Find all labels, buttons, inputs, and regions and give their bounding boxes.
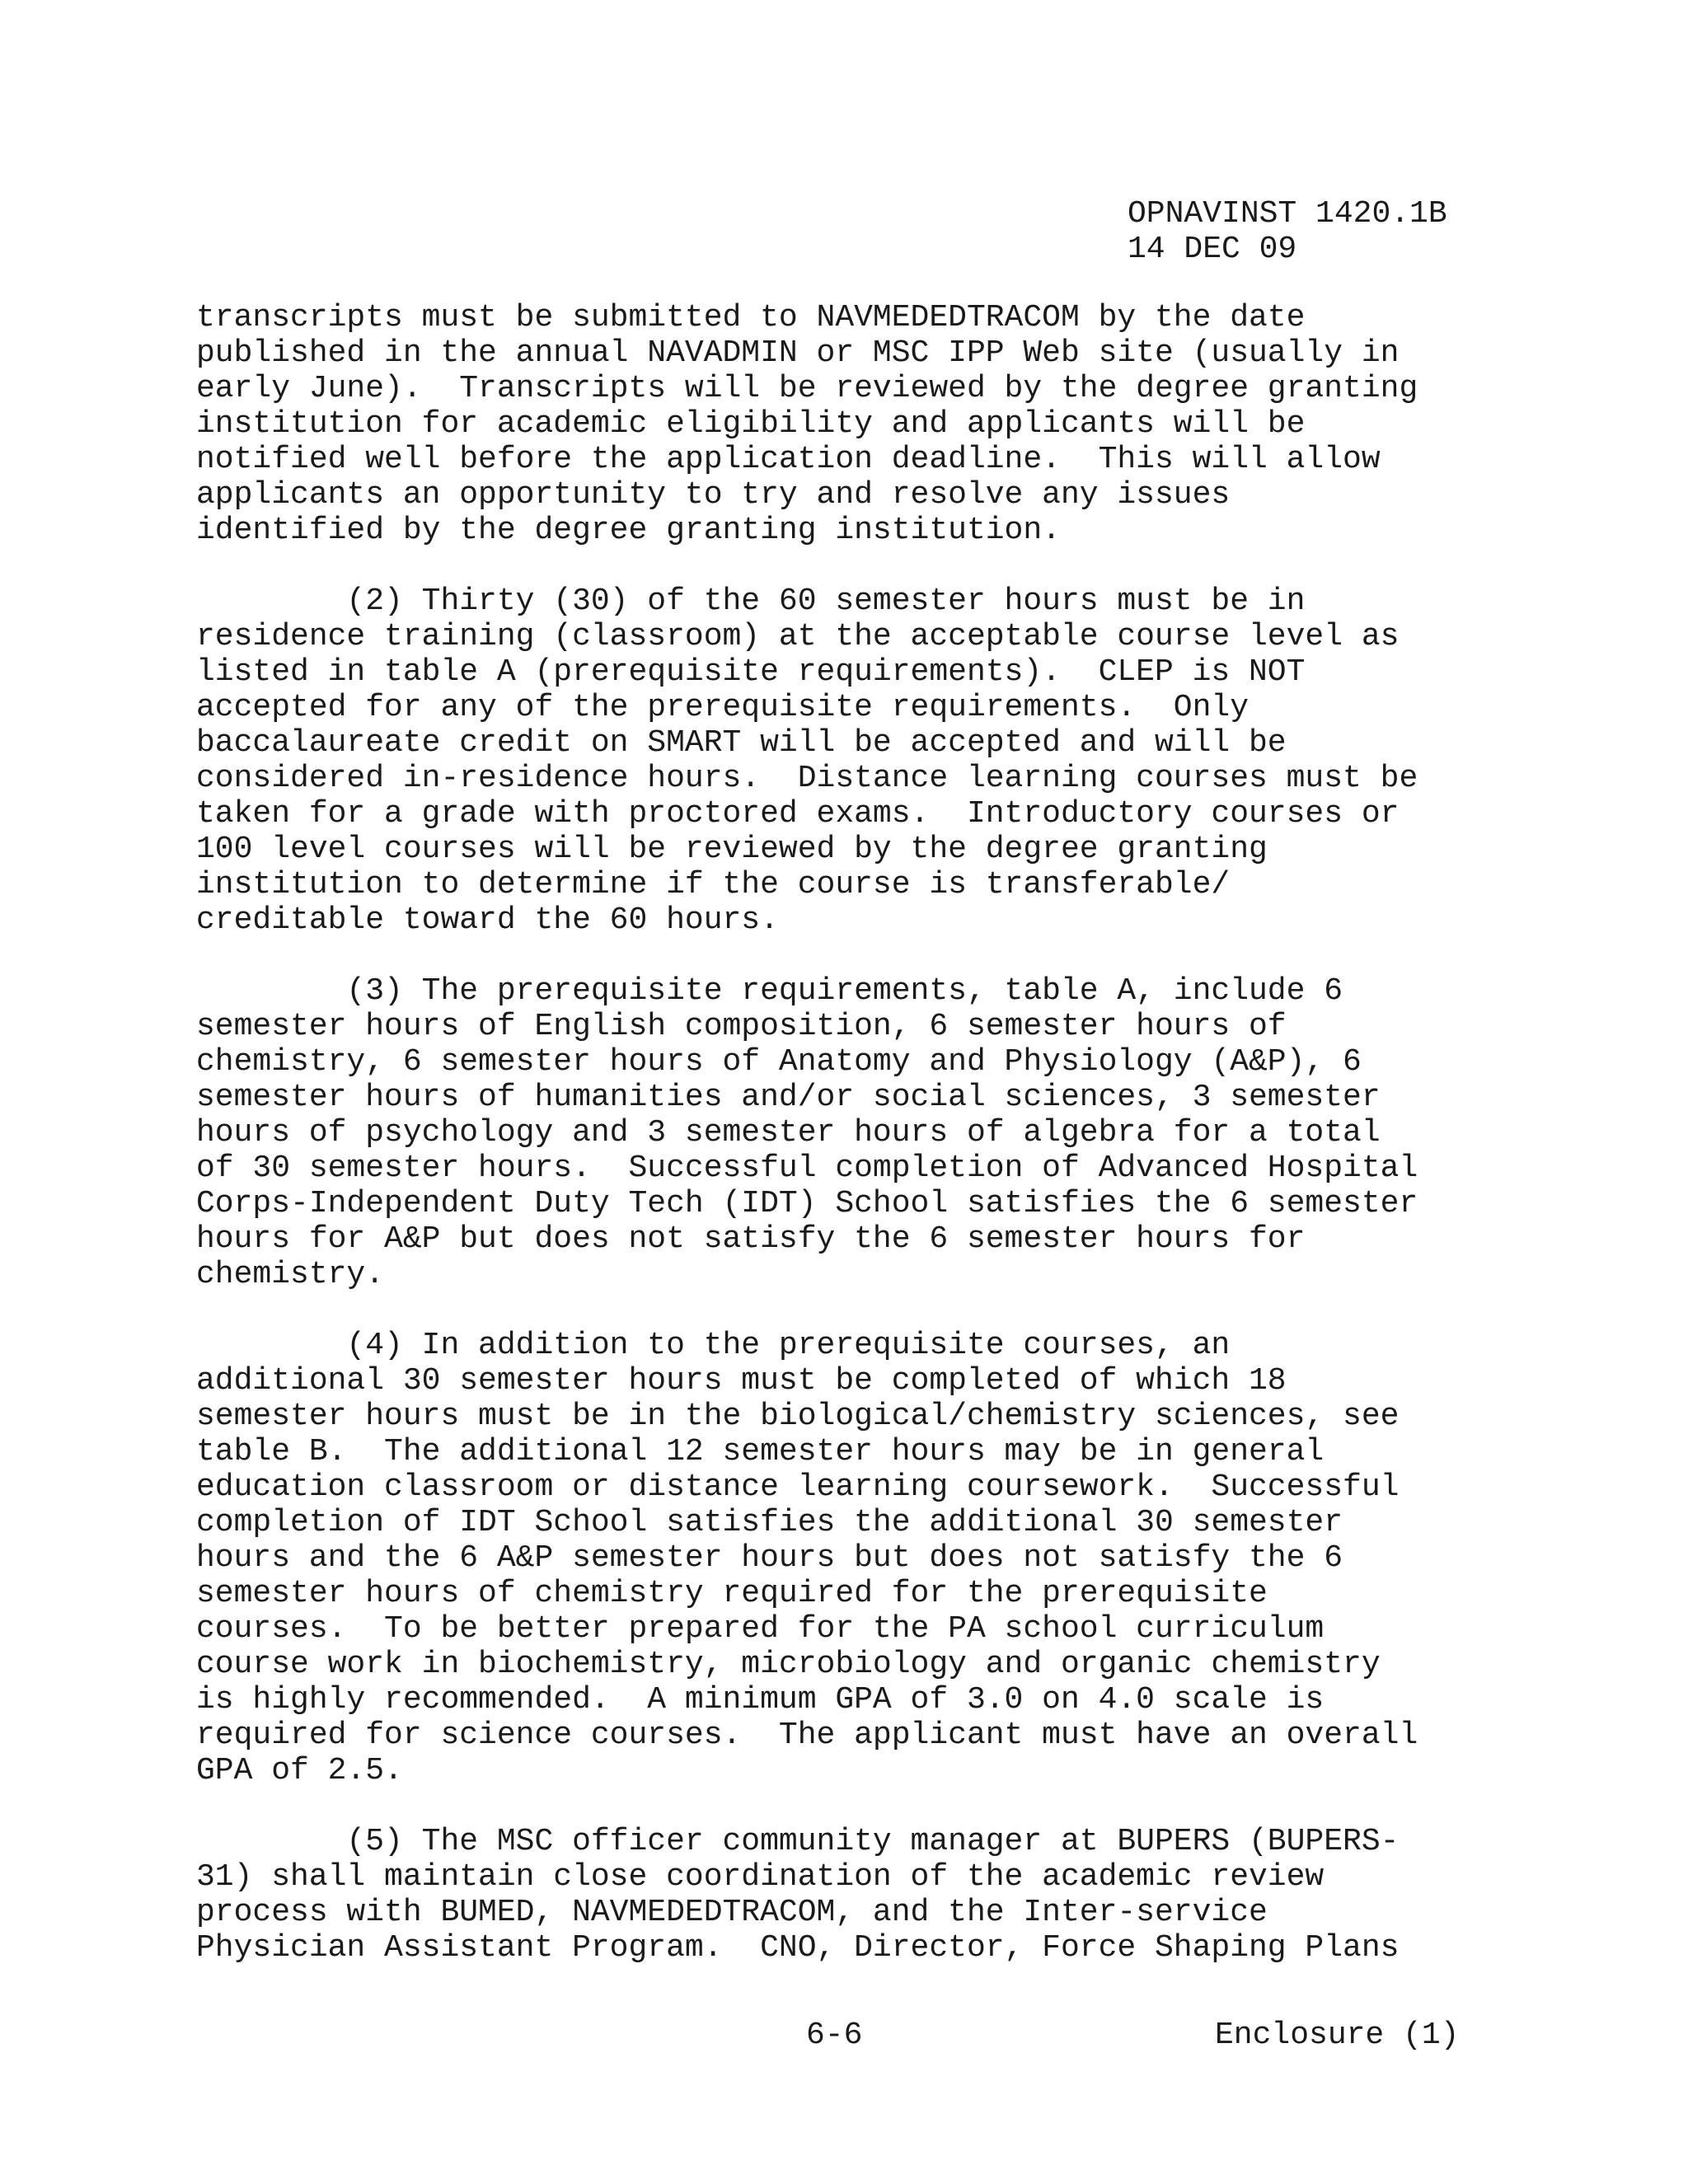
text-line: process with BUMED, NAVMEDEDTRACOM, and the Inter-service xyxy=(196,1895,1268,1930)
document-header xyxy=(1128,196,1447,267)
text-line: Corps-Independent Duty Tech (IDT) School satisfies the 6 semester xyxy=(196,1186,1418,1221)
text-line: of 30 semester hours. Successful completion of Advanced Hospital xyxy=(196,1151,1418,1186)
text-line: additional 30 semester hours must be completed of which 18 xyxy=(196,1363,1287,1399)
text-line: is highly recommended. A minimum GPA of 3.0 on 4.0 scale is xyxy=(196,1682,1325,1718)
text-line: semester hours must be in the biological/chemistry sciences, see xyxy=(196,1399,1400,1434)
text-line: courses. To be better prepared for the PA school curriculum xyxy=(196,1611,1325,1647)
page-number: 6-6 xyxy=(806,2018,863,2053)
text-line: (5) The MSC officer community manager at BUPERS (BUPERS- xyxy=(196,1824,1400,1859)
text-line: chemistry. xyxy=(196,1257,385,1292)
text-line: hours of psychology and 3 semester hours of algebra for a total xyxy=(196,1115,1381,1151)
text-line: transcripts must be submitted to NAVMEDEDTRACOM by the date xyxy=(196,300,1306,335)
paragraph-5 xyxy=(196,1824,1680,1966)
paragraph-3 xyxy=(196,973,1680,1292)
text-line: 31) shall maintain close coordination of the academic review xyxy=(196,1859,1325,1895)
text-line: early June). Transcripts will be reviewed by the degree granting xyxy=(196,371,1418,406)
instruction-number: OPNAVINST 1420.1B xyxy=(1128,196,1447,232)
text-line: listed in table A (prerequisite requirements). CLEP is NOT xyxy=(196,654,1306,690)
text-line: baccalaureate credit on SMART will be accepted and will be xyxy=(196,725,1287,761)
text-line: taken for a grade with proctored exams. Introductory courses or xyxy=(196,796,1400,832)
text-line: institution to determine if the course is transferable/ xyxy=(196,867,1231,902)
text-line: completion of IDT School satisfies the additional 30 semester xyxy=(196,1505,1343,1540)
text-line: applicants an opportunity to try and resolve any issues xyxy=(196,477,1231,513)
paragraph-4 xyxy=(196,1328,1680,1788)
text-line: notified well before the application deadline. This will allow xyxy=(196,442,1381,477)
text-line: (4) In addition to the prerequisite courses, an xyxy=(196,1328,1231,1363)
text-line: hours for A&P but does not satisfy the 6 semester hours for xyxy=(196,1221,1306,1257)
text-line: (3) The prerequisite requirements, table A, include 6 xyxy=(196,973,1343,1009)
text-line: chemistry, 6 semester hours of Anatomy and Physiology (A&P), 6 xyxy=(196,1044,1362,1080)
text-line: hours and the 6 A&P semester hours but does not satisfy the 6 xyxy=(196,1540,1343,1576)
text-line: identified by the degree granting institution. xyxy=(196,513,1061,548)
text-line: course work in biochemistry, microbiology and organic chemistry xyxy=(196,1647,1381,1682)
text-line: semester hours of English composition, 6 semester hours of xyxy=(196,1009,1287,1044)
enclosure-label: Enclosure (1) xyxy=(1215,2018,1460,2053)
text-line: creditable toward the 60 hours. xyxy=(196,902,779,938)
text-line: education classroom or distance learning coursework. Successful xyxy=(196,1469,1400,1505)
paragraph-continuation xyxy=(196,300,1680,548)
text-line: table B. The additional 12 semester hours may be in general xyxy=(196,1434,1325,1469)
text-line: published in the annual NAVADMIN or MSC IPP Web site (usually in xyxy=(196,335,1400,371)
text-line: required for science courses. The applicant must have an overall xyxy=(196,1718,1418,1753)
text-line: GPA of 2.5. xyxy=(196,1753,403,1788)
document-body xyxy=(196,300,1680,2001)
text-line: 100 level courses will be reviewed by the degree granting xyxy=(196,832,1268,867)
text-line: considered in-residence hours. Distance learning courses must be xyxy=(196,761,1418,796)
text-line: institution for academic eligibility and applicants will be xyxy=(196,406,1306,442)
text-line: Physician Assistant Program. CNO, Director, Force Shaping Plans xyxy=(196,1930,1400,1966)
document-date: 14 DEC 09 xyxy=(1128,232,1297,267)
text-line: semester hours of humanities and/or social sciences, 3 semester xyxy=(196,1080,1381,1115)
text-line: (2) Thirty (30) of the 60 semester hours must be in xyxy=(196,583,1306,619)
text-line: accepted for any of the prerequisite requirements. Only xyxy=(196,690,1250,725)
text-line: residence training (classroom) at the acceptable course level as xyxy=(196,619,1400,654)
text-line: semester hours of chemistry required for the prerequisite xyxy=(196,1576,1268,1611)
paragraph-2 xyxy=(196,583,1680,938)
